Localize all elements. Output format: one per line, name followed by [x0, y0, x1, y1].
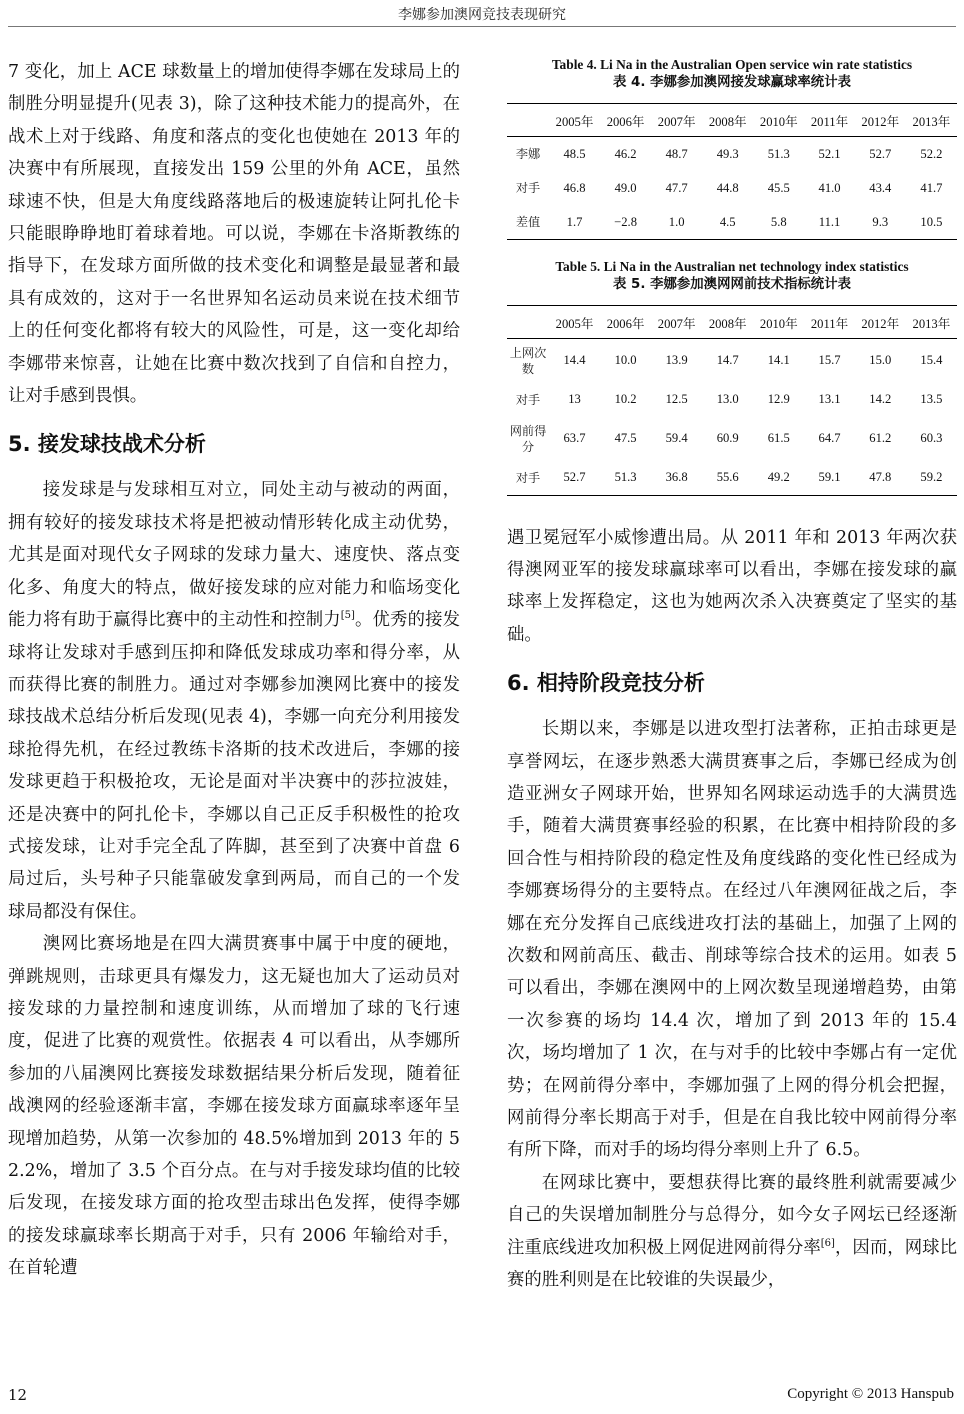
- table-cell: 9.3: [872, 214, 889, 229]
- table-cell: 51.3: [614, 470, 637, 484]
- table-cell: 52.7: [869, 146, 892, 161]
- table-cell: 60.9: [716, 431, 739, 445]
- table-cell: 51.3: [767, 146, 790, 161]
- paragraph-text: 在网球比赛中，要想获得比赛的最终胜利就需要减少自己的失误增加制胜分与总得分，如今女子网坛已经逐渐注重底线进攻加积极上网促进网前得分率: [507, 1172, 957, 1258]
- row-label: 对手: [515, 181, 541, 195]
- citation-ref[interactable]: [6]: [820, 1237, 835, 1249]
- row-label: 网前得分: [509, 423, 547, 454]
- table-cell: 15.4: [920, 353, 943, 368]
- column-header: 2013年: [906, 306, 957, 339]
- column-header: 2013年: [906, 104, 957, 137]
- table-cell: 13: [568, 392, 581, 406]
- column-header: 2005年: [549, 104, 600, 137]
- table-row: [507, 137, 957, 172]
- table-cell: 12.5: [665, 392, 688, 406]
- table-cell: 48.7: [665, 146, 688, 161]
- table-cell: 13.9: [665, 353, 688, 368]
- table-cell: 52.1: [818, 146, 841, 161]
- column-header: 2008年: [702, 306, 753, 339]
- column-header: 2011年: [804, 306, 854, 339]
- table-cell: 59.2: [920, 470, 943, 484]
- column-header: 2005年: [549, 306, 600, 339]
- row-label: 对手: [515, 392, 541, 407]
- table-cell: 15.7: [818, 353, 841, 368]
- paragraph-text: 。优秀的接发球将让发球对手感到压抑和降低发球成功率和得分率，从而获得比赛的制胜力。通过对李娜参加澳网比赛中的接发球技战术总结分析后发现(见表 4)，李娜一向充分利用接发球抢得先机，在经过教练卡洛斯的技术改进后，李娜的接发球更趋于积极抢攻，无论是面对半决赛中的莎拉波娃，还是决赛中的阿扎伦卡，李娜以自己正反手积极性的抢攻式接发球，让对手完全乱了阵脚，甚至到了决赛中首盘 6 局过后，头号种子只能靠破发拿到两局，而自己的一个发球局都没有保住。: [8, 610, 460, 922]
- table-cell: 43.4: [869, 180, 892, 195]
- table-cell: −2.8: [614, 214, 638, 229]
- column-header: 2006年: [600, 104, 651, 137]
- table-4: [507, 103, 957, 240]
- table-header-row: [507, 306, 957, 339]
- table-4-caption-en: Table 4. Li Na in the Australian Open service win rate statistics: [551, 57, 913, 72]
- table-cell: 49.3: [716, 146, 739, 161]
- page-number: 12: [8, 1386, 28, 1404]
- table-cell: 47.7: [665, 180, 688, 195]
- table-row: [507, 461, 957, 496]
- row-label: 上网次数: [509, 345, 547, 376]
- table-cell: 60.3: [920, 431, 943, 445]
- table-5-caption-zh: 表 5. 李娜参加澳网网前技术指标统计表: [613, 277, 851, 292]
- table-cell: 13.0: [716, 392, 739, 406]
- table-cell: 55.6: [716, 470, 739, 484]
- table-corner-cell: [507, 104, 549, 137]
- table-cell: 44.8: [716, 180, 739, 195]
- paragraph-court: 澳网比赛场地是在四大满贯赛事中属于中度的硬地，弹跳规则，击球更具有爆发力，这无疑也加大了运动员对接发球的力量控制和速度训练，从而增加了球的飞行速度，促进了比赛的观赏性。依据表 4 可以看出，从李娜所参加的八届澳网比赛接发球数据结果分析后发现，随着征战澳网的经验逐渐丰富，李娜在接发球方面赢球率逐年呈现增加趋势，从第一次参加的 48.5%增加到 2013 年的 52.2%，增加了 3.5 个百分点。在与对手接发球均值的比较后发现，在接发球方面的抢攻型击球出色发挥，使得李娜的接发球赢球率长期高于对手，只有 2006 年输给对手，在首轮遭: [8, 934, 460, 1279]
- table-cell: 13.1: [818, 392, 841, 406]
- table-5: [507, 305, 957, 496]
- table-cell: 12.9: [767, 392, 790, 406]
- table-4-caption-zh: 表 4. 李娜参加澳网接发球赢球率统计表: [613, 75, 851, 90]
- table-cell: 14.1: [767, 353, 790, 368]
- table-cell: 10.2: [614, 392, 637, 406]
- paragraph-receive-serve: [8, 474, 460, 928]
- table-cell: 48.5: [563, 146, 586, 161]
- left-column: [8, 56, 460, 1285]
- table-5-block: [507, 258, 957, 496]
- table-cell: 41.7: [920, 180, 943, 195]
- row-label: 差值: [515, 215, 541, 229]
- right-column: [507, 56, 957, 1296]
- table-cell: 4.5: [719, 214, 736, 229]
- header-rule: [8, 26, 956, 27]
- column-header: 2008年: [702, 104, 753, 137]
- column-header: 2011年: [804, 104, 854, 137]
- table-cell: 10.5: [920, 214, 943, 229]
- paragraph-text: 接发球是与发球相互对立，同处主动与被动的两面，拥有较好的接发球技术将是把被动情形转化成主动优势，尤其是面对现代女子网球的发球力量大、速度快、落点变化多、角度大的特点，做好接发球的应对能力和临场变化能力将有助于赢得比赛中的主动性和控制力: [8, 480, 460, 631]
- section-heading-6: 6. 相持阶段竞技分析: [507, 671, 705, 696]
- table-5-caption-en: Table 5. Li Na in the Australian net technology index statistics: [555, 259, 909, 274]
- table-cell: 52.7: [563, 470, 586, 484]
- table-cell: 15.0: [869, 353, 892, 368]
- table-row: [507, 383, 957, 417]
- column-header: 2006年: [600, 306, 651, 339]
- table-cell: 49.0: [614, 180, 637, 195]
- table-cell: 14.7: [716, 353, 739, 368]
- paragraph-errors: [507, 1167, 957, 1297]
- row-label: 对手: [515, 470, 541, 485]
- table-cell: 52.2: [920, 146, 943, 161]
- column-header: 2010年: [753, 306, 804, 339]
- row-label: 李娜: [515, 147, 541, 161]
- table-header-row: [507, 104, 957, 137]
- table-cell: 1.7: [566, 214, 583, 229]
- copyright: Copyright © 2013 Hanspub: [787, 1386, 954, 1402]
- table-cell: 47.5: [614, 431, 637, 445]
- table-cell: 41.0: [818, 180, 841, 195]
- table-cell: 10.0: [614, 353, 637, 368]
- table-row: [507, 205, 957, 240]
- citation-ref[interactable]: [5]: [340, 610, 355, 622]
- paragraph-text: ，因而，网球比赛的胜利则是在比较谁的失误最少，: [507, 1237, 957, 1291]
- column-header: 2012年: [855, 306, 906, 339]
- table-cell: 59.1: [818, 470, 841, 484]
- table-cell: 46.2: [614, 146, 637, 161]
- paragraph-rally: 长期以来，李娜是以进攻型打法著称，正拍击球更是享誉网坛，在逐步熟悉大满贯赛事之后，李娜已经成为创造亚洲女子网球开始，世界知名网球运动选手的大满贯选手，随着大满贯赛事经验的积累，在比赛中相持阶段的多回合性与相持阶段的稳定性及角度线路的变化性已经成为李娜赛场得分的主要特点。在经过八年澳网征战之后，李娜在充分发挥自己底线进攻打法的基础上，加强了上网的次数和网前高压、截击、削球等综合技术的运用。如表 5 可以看出，李娜在澳网中的上网次数呈现递增趋势，由第一次参赛的场均 14.4 次，增加了到 2013 年的 15.4 次，场均增加了 1 次，在与对手的比较中李娜占有一定优势；在网前得分率中，李娜加强了上网的得分机会把握，网前得分率长期高于对手，但是在自我比较中网前得分率有所下降，而对手的场均得分率则上升了 6.5。: [507, 719, 957, 1161]
- table-cell: 5.8: [770, 214, 787, 229]
- table-row: [507, 417, 957, 461]
- table-cell: 61.5: [767, 431, 790, 445]
- table-cell: 63.7: [563, 431, 586, 445]
- column-header: 2007年: [651, 306, 702, 339]
- table-cell: 46.8: [563, 180, 586, 195]
- table-cell: 14.4: [563, 353, 586, 368]
- running-head: 李娜参加澳网竞技表现研究: [398, 7, 566, 23]
- paragraph-continued: 7 变化，加上 ACE 球数量上的增加使得李娜在发球局上的制胜分明显提升(见表 3)，除了这种技术能力的提高外，在战术上对于线路、角度和落点的变化也使她在 2013 年的决赛中有所展现，直接发出 159 公里的外角 ACE，虽然球速不快，但是大角度线路落地后的极速旋转让阿扎伦卡只能眼睁睁地盯着球着地。可以说，李娜在卡洛斯教练的指导下，在发球方面所做的技术变化和调整是最显著和最具有成效的，这对于一名世界知名运动员来说在技术细节上的任何变化都将有较大的风险性，可是，这一变化却给李娜带来惊喜，让她在比赛中数次找到了自信和自控力，让对手感到畏惧。: [8, 62, 460, 407]
- table-cell: 61.2: [869, 431, 892, 445]
- table-cell: 11.1: [818, 214, 841, 229]
- table-cell: 13.5: [920, 392, 943, 406]
- table-row: [507, 339, 957, 383]
- table-cell: 47.8: [869, 470, 892, 484]
- table-cell: 36.8: [665, 470, 688, 484]
- table-cell: 49.2: [767, 470, 790, 484]
- table-corner-cell: [507, 306, 549, 339]
- column-header: 2010年: [753, 104, 804, 137]
- table-cell: 59.4: [665, 431, 688, 445]
- section-heading-5: 5. 接发球技战术分析: [8, 432, 206, 457]
- table-4-block: [507, 56, 957, 240]
- table-cell: 45.5: [767, 180, 790, 195]
- table-row: [507, 171, 957, 205]
- table-cell: 64.7: [818, 431, 841, 445]
- table-cell: 1.0: [668, 214, 685, 229]
- table-cell: 14.2: [869, 392, 892, 406]
- column-header: 2012年: [855, 104, 906, 137]
- column-header: 2007年: [651, 104, 702, 137]
- paragraph-continued: 遇卫冕冠军小威惨遭出局。从 2011 年和 2013 年两次获得澳网亚军的接发球赢球率可以看出，李娜在接发球的赢球率上发挥稳定，这也为她两次杀入决赛奠定了坚实的基础。: [507, 527, 957, 645]
